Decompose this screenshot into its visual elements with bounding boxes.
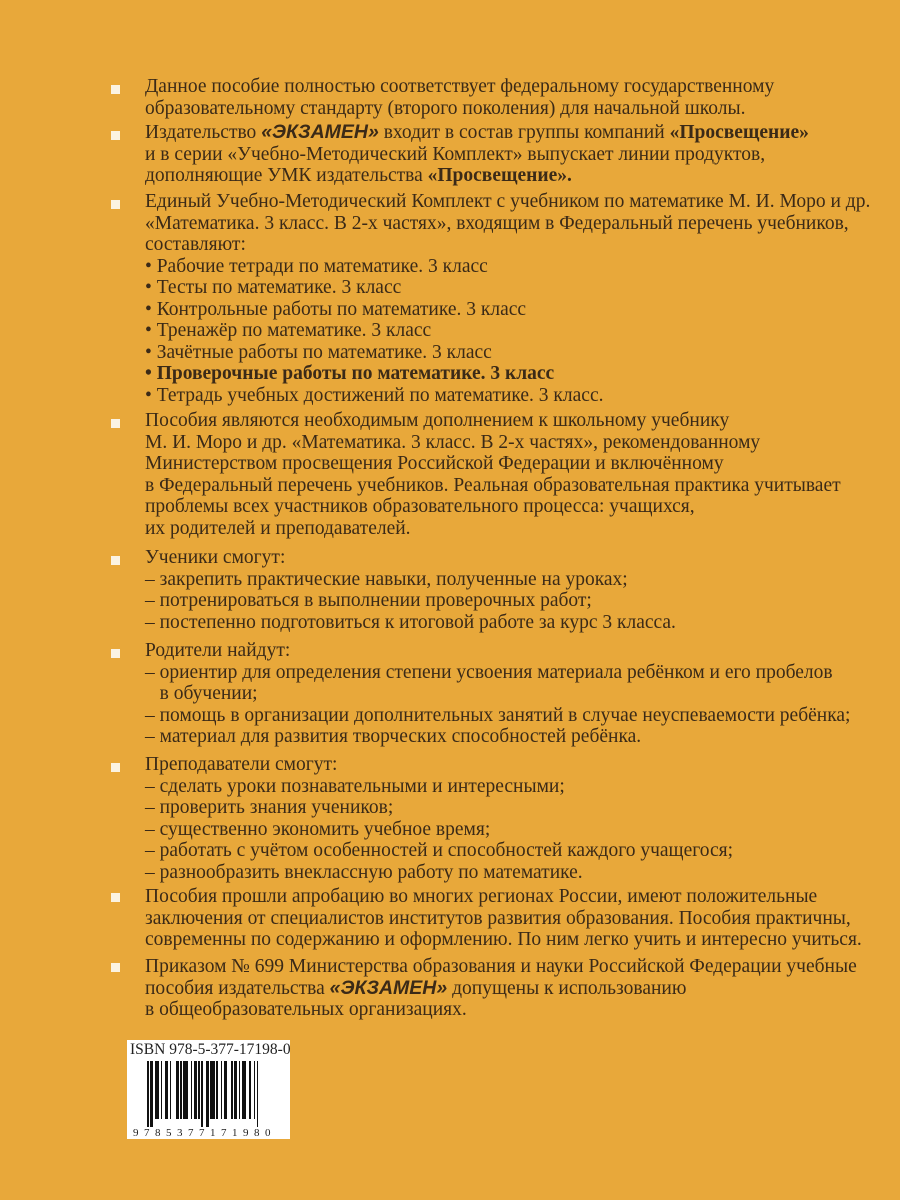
barcode-bar	[254, 1061, 256, 1119]
text-line: их родителей и преподавателей.	[145, 517, 411, 539]
paragraph-parents	[145, 640, 885, 748]
barcode-bar	[216, 1061, 218, 1119]
barcode-bar	[198, 1061, 200, 1119]
text-line: – разнообразить внеклассную работу по математике.	[145, 861, 583, 883]
isbn-barcode	[127, 1040, 290, 1139]
text-line: Пособия являются необходимым дополнением к школьному учебнику	[145, 410, 730, 431]
text-line	[145, 165, 885, 187]
text-line: – проверить знания учеников;	[145, 797, 394, 818]
barcode-bar	[180, 1061, 182, 1119]
publisher-name: «ЭКЗАМЕН»	[261, 121, 379, 143]
barcode-bar	[183, 1061, 188, 1119]
text-line: в обучении;	[145, 683, 258, 704]
text: пособия издательства	[145, 977, 330, 999]
paragraph-umk	[145, 191, 885, 406]
text-line: проблемы всех участников образовательного процесса: учащихся,	[145, 496, 695, 517]
barcode-bar	[242, 1061, 247, 1119]
text-line: – закрепить практические навыки, полученные на уроках;	[145, 568, 628, 590]
barcode-bar	[239, 1061, 241, 1119]
text-line: образовательному стандарту (второго поколения) для начальной школы.	[145, 97, 746, 119]
text-line: М. И. Моро и др. «Математика. 3 класс. В 2-х частях», рекомендованному	[145, 431, 761, 453]
list-item-current-book: • Проверочные работы по математике. 3 класс	[145, 363, 555, 384]
text-line: Приказом № 699 Министерства образования и науки Российской Федерации учебные	[145, 956, 857, 977]
text-line: – постепенно подготовиться к итоговой работе за курс 3 класса.	[145, 611, 676, 633]
barcode-bar	[191, 1061, 193, 1119]
barcode-bar	[194, 1061, 197, 1119]
text: допущены к использованию	[447, 977, 687, 999]
text-line: – помощь в организации дополнительных занятий в случае неуспеваемости ребёнка;	[145, 704, 851, 726]
text-line: современны по содержанию и оформлению. По ним легко учить и интересно учиться.	[145, 929, 862, 950]
barcode-digits: 9785377171980	[133, 1127, 276, 1139]
list-item: • Рабочие тетради по математике. 3 класс	[145, 255, 488, 277]
text-line: и в серии «Учебно-Методический Комплект» выпускает линии продуктов,	[145, 143, 766, 165]
bullet-icon	[111, 893, 120, 902]
text-line: Родители найдут:	[145, 640, 291, 661]
barcode-bar	[234, 1061, 237, 1119]
list-item: • Тренажёр по математике. 3 класс	[145, 320, 432, 341]
paragraph-teachers	[145, 754, 885, 883]
bullet-icon	[111, 131, 120, 140]
text-line: – ориентир для определения степени усвоения материала ребёнком и его пробелов	[145, 661, 833, 683]
text-line: заключения от специалистов институтов развития образования. Пособия практичны,	[145, 907, 851, 929]
paragraph-fgos	[145, 76, 885, 119]
text-line: – материал для развития творческих способностей ребёнка.	[145, 726, 642, 747]
list-item: • Контрольные работы по математике. 3 класс	[145, 298, 527, 320]
barcode-bar	[201, 1061, 203, 1127]
group-name: «Просвещение»	[669, 122, 809, 143]
publisher-name: «ЭКЗАМЕН»	[329, 976, 448, 999]
isbn-label: ISBN 978-5-377-17198-0	[130, 1041, 291, 1058]
list-item: • Зачётные работы по математике. 3 класс	[145, 341, 492, 363]
text-line	[145, 122, 885, 144]
text-line	[145, 978, 885, 1000]
barcode-bar	[206, 1061, 209, 1127]
text-line: Единый Учебно-Методический Комплект с учебником по математике М. И. Моро и др.	[145, 191, 871, 212]
text-line: – существенно экономить учебное время;	[145, 818, 491, 840]
barcode-bar	[257, 1061, 259, 1127]
barcode-bar	[147, 1061, 149, 1127]
text-line: составляют:	[145, 234, 246, 255]
barcode-bar	[165, 1061, 168, 1119]
text: Издательство	[145, 122, 262, 143]
barcode-bar	[249, 1061, 251, 1119]
paragraph-students	[145, 547, 885, 633]
barcode-bar	[155, 1061, 160, 1119]
text: дополняющие УМК издательства	[145, 165, 428, 186]
barcode-bars	[147, 1061, 287, 1125]
barcode-bar	[210, 1061, 215, 1119]
bullet-icon	[111, 763, 120, 772]
paragraph-supplement	[145, 410, 885, 539]
text-line: «Математика. 3 класс. В 2-х частях», входящим в Федеральный перечень учебников,	[145, 212, 849, 234]
barcode-bar	[170, 1061, 172, 1119]
barcode-bar	[231, 1061, 233, 1119]
text-line: – сделать уроки познавательными и интересными;	[145, 775, 565, 797]
bullet-icon	[111, 649, 120, 658]
bullet-icon	[111, 556, 120, 565]
bullet-icon	[111, 419, 120, 428]
text-line: Пособия прошли апробацию во многих регионах России, имеют положительные	[145, 886, 818, 907]
text-line: – работать с учётом особенностей и способностей каждого учащегося;	[145, 840, 734, 861]
barcode-bar	[224, 1061, 227, 1119]
text-line: Министерством просвещения Российской Федерации и включённому	[145, 453, 724, 474]
paragraph-approval	[145, 886, 885, 951]
text-line: в общеобразовательных организациях.	[145, 999, 467, 1020]
paragraph-order	[145, 956, 885, 1021]
barcode-bar	[161, 1061, 163, 1119]
text-line: – потренироваться в выполнении проверочных работ;	[145, 590, 592, 611]
bullet-icon	[111, 85, 120, 94]
barcode-bar	[150, 1061, 153, 1127]
bullet-icon	[111, 963, 120, 972]
bullet-icon	[111, 200, 120, 209]
paragraph-publisher	[145, 122, 885, 187]
text-line: Преподаватели смогут:	[145, 754, 338, 775]
text-line: Данное пособие полностью соответствует федеральному государственному	[145, 76, 775, 97]
barcode-bar	[221, 1061, 223, 1119]
group-name: «Просвещение».	[427, 165, 572, 186]
barcode-bar	[176, 1061, 179, 1119]
text-line: в Федеральный перечень учебников. Реальная образовательная практика учитывает	[145, 474, 841, 496]
text-line: Ученики смогут:	[145, 547, 286, 568]
list-item: • Тетрадь учебных достижений по математике. 3 класс.	[145, 384, 604, 406]
list-item: • Тесты по математике. 3 класс	[145, 277, 402, 298]
text: входит в состав группы компаний	[378, 122, 670, 143]
